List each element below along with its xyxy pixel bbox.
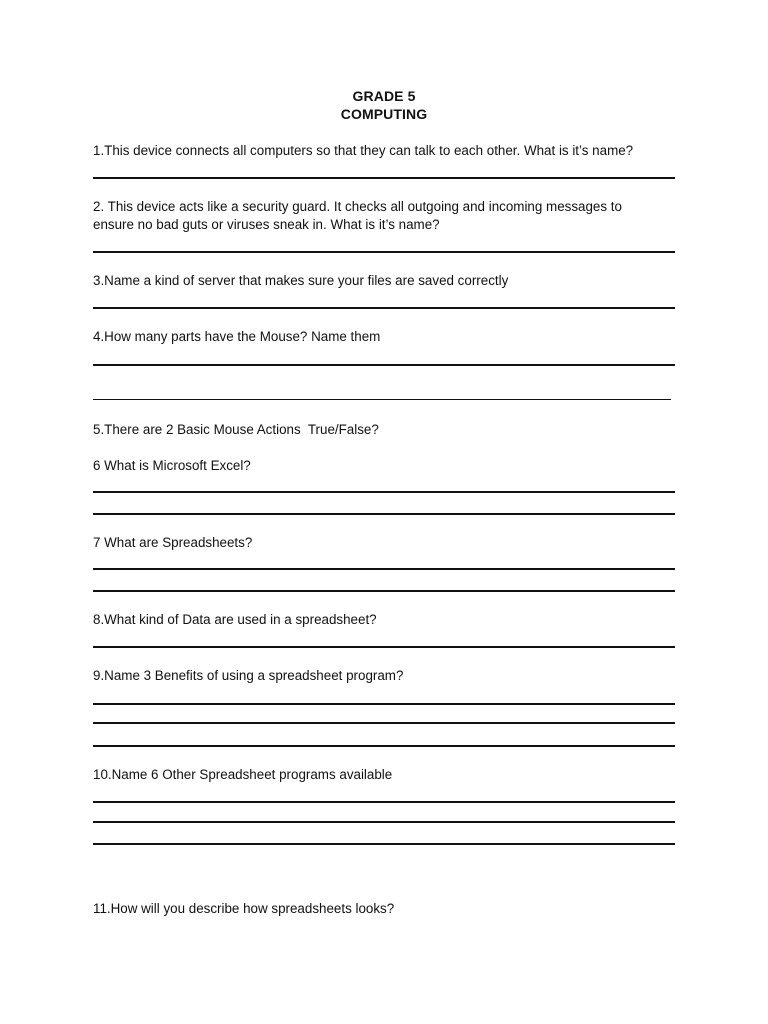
question-9: 9.Name 3 Benefits of using a spreadsheet program? [93, 668, 404, 683]
question-8: 8.What kind of Data are used in a spreadsheet? [93, 612, 377, 627]
answer-line [93, 722, 675, 724]
answer-line [93, 399, 671, 400]
answer-line [93, 590, 675, 592]
question-2: 2. This device acts like a security guard. It checks all outgoing and incoming messages to ensure no bad guts or viruses sneak in. What is it’s name? [93, 199, 626, 232]
answer-line [93, 177, 675, 179]
answer-line [93, 745, 675, 747]
answer-line [93, 364, 675, 366]
answer-line [93, 646, 675, 648]
answer-line [93, 703, 675, 705]
answer-line [93, 801, 675, 803]
question-5: 5.There are 2 Basic Mouse Actions True/False? [93, 422, 379, 437]
answer-line [93, 568, 675, 570]
answer-line [93, 513, 675, 515]
question-11: 11.How will you describe how spreadsheets looks? [93, 901, 395, 916]
answer-line [93, 251, 675, 253]
subject-heading: COMPUTING [340, 106, 428, 122]
question-6: 6 What is Microsoft Excel? [93, 458, 251, 473]
answer-line [93, 307, 675, 309]
question-4: 4.How many parts have the Mouse? Name them [93, 329, 381, 344]
answer-line [93, 843, 675, 845]
answer-line [93, 821, 675, 823]
question-10: 10.Name 6 Other Spreadsheet programs available [93, 767, 393, 782]
question-7: 7 What are Spreadsheets? [93, 535, 253, 550]
question-1: 1.This device connects all computers so that they can talk to each other. What is it’s name? [93, 143, 634, 158]
question-3: 3.Name a kind of server that makes sure your files are saved correctly [93, 273, 509, 288]
answer-line [93, 491, 675, 493]
grade-heading: GRADE 5 [352, 88, 416, 104]
